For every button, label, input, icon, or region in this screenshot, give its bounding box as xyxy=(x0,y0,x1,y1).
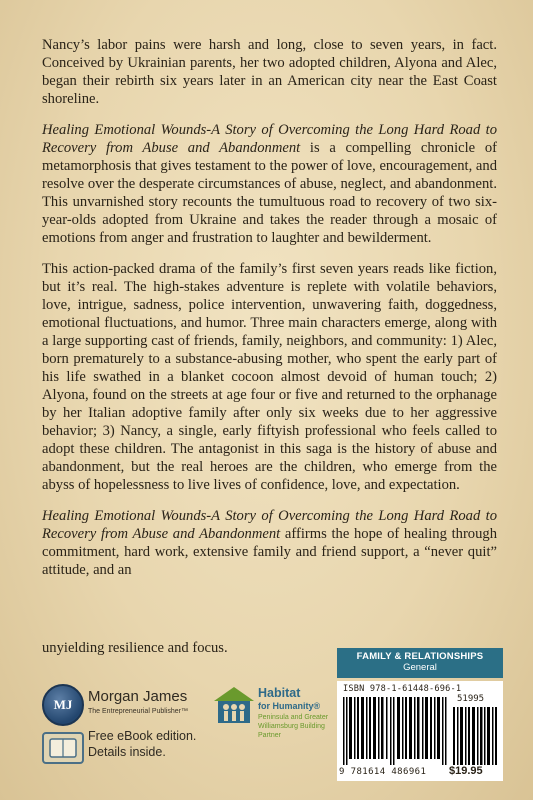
category-top: FAMILY & RELATIONSHIPS xyxy=(356,651,484,662)
paragraph-4-body: affirms the hope of healing through commitment, hard work, extensive family and friend support, a “never quit” attitude, and an xyxy=(42,526,497,578)
habitat-house-icon xyxy=(212,685,256,725)
category-label xyxy=(337,648,503,678)
book-title-italic: Healing Emotional Wounds-A Story of Overcoming the Long Hard Road to Recovery from Abuse and Abandonment xyxy=(42,122,497,156)
publisher-name: Morgan James xyxy=(88,688,188,705)
ebook-line-1: Free eBook edition. xyxy=(88,729,197,743)
ebook-notice xyxy=(42,728,217,770)
ebook-line-2: Details inside. xyxy=(88,745,166,759)
description-paragraph-1: Nancy’s labor pains were harsh and long, close to seven years, in fact. Conceived by Ukrainian parents, her two adopted children, Alyona and Alec, began their rebirth six years later in an American city near the East Coast shoreline. xyxy=(42,37,497,107)
price-barcode-bars xyxy=(453,707,497,765)
description-text xyxy=(42,36,497,592)
habitat-name xyxy=(258,687,320,713)
category-sub: General xyxy=(403,662,437,673)
ean-number-text: 9 781614 486961 xyxy=(339,767,427,777)
price-code-text: 51995 xyxy=(457,694,485,704)
habitat-name-line-1: Habitat xyxy=(258,686,301,700)
description-paragraph-3: This action-packed drama of the family’s first seven years reads like fiction, but it’s real. The high-stakes adventure is replete with volatile behaviors, love, intrigue, sadness, police intervention, unwavering faith, doggedness, emotional fluctuations, and humor. Three main characters emerge, along with a large supporting cast of friends, family, neighbors, and community: 1) Alec, born prematurely to a substance-abusing mother, who spent the early part of his life swathed in a blanket cocoon almost devoid of human touch; 2) Alyona, found on the streets at age four or five and returned to the orphanage by her Italian adoptive family after only six weeks due to her aggressive behavior; 3) Nancy, a single, early fiftyish professional who feels called to adopt these children. The antagonist in this saga is the history of abuse and abandonment, but the real heroes are the children, who emerge from the abyss of hopelessness to live lives of confidence, love, and expectation. xyxy=(42,261,497,493)
mj-monogram-logo: MJ xyxy=(42,684,84,726)
ean-barcode-bars xyxy=(343,697,447,765)
barcode xyxy=(337,681,503,781)
paragraph-2-body: is a compelling chronicle of metamorphosis that gives testament to the power of love, encouragement, and resolve over the desperate circumstances of abuse, neglect, and abandonment. This unvarnished story recounts the tumultuous road to recovery of two six-year-olds adopted from Ukraine and takes the reader through a mosaic of emotions from anger and frustration to laughter and bewilderment. xyxy=(42,140,497,246)
ebook-text xyxy=(88,728,196,760)
price-text: $19.95 xyxy=(449,765,483,777)
book-title-italic-2: Healing Emotional Wounds-A Story of Overcoming the Long Hard Road to Recovery from Abuse and Abandonment xyxy=(42,508,497,542)
description-paragraph-2 xyxy=(42,121,497,247)
publisher-tagline: The Entrepreneurial Publisher™ xyxy=(88,708,188,715)
ebook-icon xyxy=(42,732,84,764)
description-last-line: unyielding resilience and focus. xyxy=(42,640,228,656)
habitat-subtitle: Peninsula and Greater Williamsburg Building Partner xyxy=(258,714,329,739)
habitat-for-humanity-logo xyxy=(212,685,332,780)
habitat-name-line-2: for Humanity® xyxy=(258,701,321,711)
isbn-text: ISBN 978-1-61448-696-1 xyxy=(343,684,462,694)
morgan-james-logo xyxy=(42,684,214,724)
description-paragraph-4 xyxy=(42,507,497,579)
